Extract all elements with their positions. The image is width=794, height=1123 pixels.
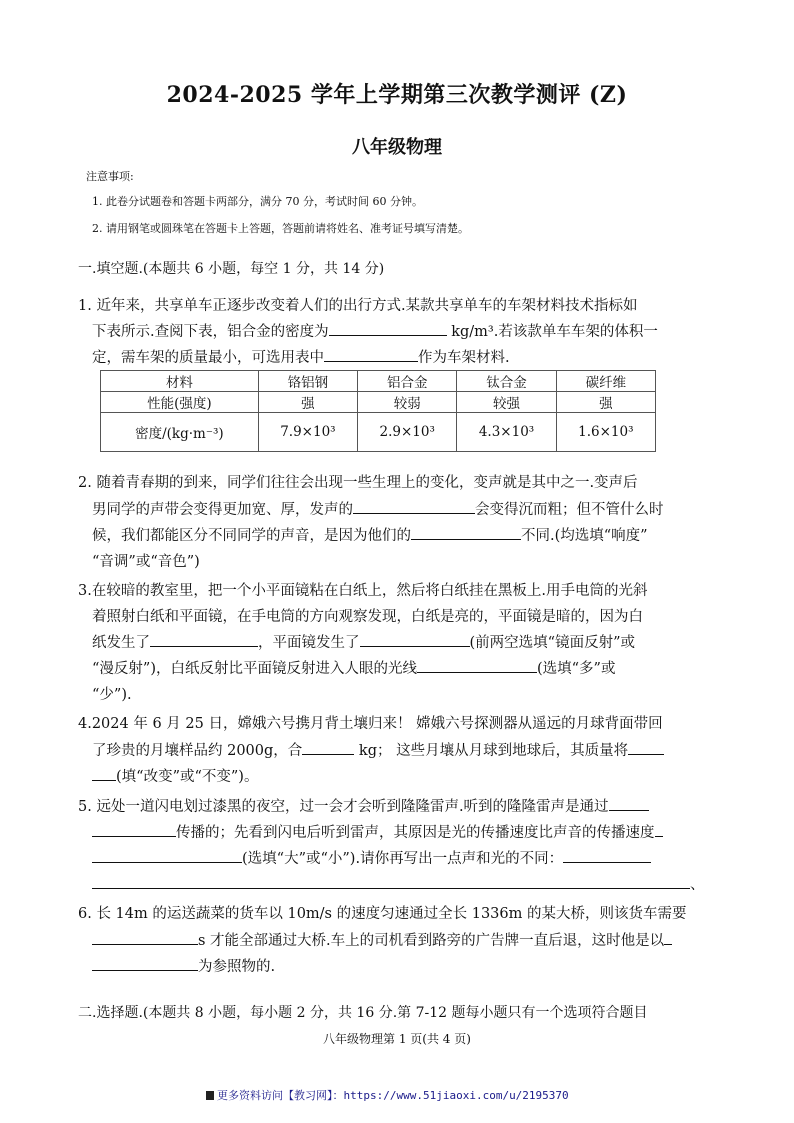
- question-3-line: 纸发生了 ，平面镜发生了 (前两空选填“镜面反射”或: [92, 630, 635, 656]
- table-cell: 性能(强度): [101, 392, 259, 413]
- materials-table: [100, 370, 656, 452]
- table-row: [101, 413, 656, 452]
- question-3-line: 3.在较暗的教室里，把一个小平面镜粘在白纸上，然后将白纸挂在黑板上.用手电筒的光斜: [78, 583, 648, 599]
- table-cell: 1.6×10³: [556, 413, 655, 452]
- question-2-line: 男同学的声带会变得更加宽、厚，发声的 会变得沉而粗；但不管什么时: [92, 497, 664, 523]
- question-3-line: “少”).: [92, 687, 132, 703]
- answer-blank[interactable]: [324, 345, 418, 362]
- question-2-line: 2. 随着青春期的到来，同学们往往会出现一些生理上的变化，变声就是其中之一.变声后: [78, 475, 638, 491]
- page-subtitle: 八年级物理: [352, 137, 442, 158]
- answer-blank[interactable]: [655, 820, 663, 837]
- question-3-line: “漫反射”)，白纸反射比平面镜反射进入人眼的光线 (选填“多”或: [92, 656, 615, 682]
- table-cell: 材料: [101, 371, 259, 392]
- table-cell: 2.9×10³: [358, 413, 457, 452]
- question-1-line: 下表所示.查阅下表，铝合金的密度为 kg/m³.若该款单车车架的体积一: [92, 319, 658, 345]
- section-heading-fill-in: 一.填空题.(本题共 6 小题，每空 1 分，共 14 分): [78, 261, 385, 277]
- table-cell: 强: [258, 392, 357, 413]
- table-row: [101, 371, 656, 392]
- table-cell: 密度/(kg·m⁻³): [101, 413, 259, 452]
- answer-blank[interactable]: [329, 319, 447, 336]
- answer-blank[interactable]: [92, 846, 242, 863]
- resource-link[interactable]: 更多资料访问【教习网】：https://www.51jiaoxi.com/u/2195370: [206, 1087, 569, 1103]
- answer-blank[interactable]: [360, 630, 470, 647]
- table-cell: 铬铝钢: [258, 371, 357, 392]
- question-5-line: 传播的；先看到闪电后听到雷声，其原因是光的传播速度比声音的传播速度: [92, 820, 663, 846]
- question-5-line: (选填“大”或“小”).请你再写出一点声和光的不同：: [92, 846, 651, 872]
- table-cell: 强: [556, 392, 655, 413]
- answer-blank[interactable]: [150, 630, 258, 647]
- table-cell: 碳纤维: [556, 371, 655, 392]
- question-6-line: s 才能全部通过大桥.车上的司机看到路旁的广告牌一直后退，这时他是以: [92, 928, 672, 954]
- question-5-line: 5. 远处一道闪电划过漆黑的夜空，过一会才会听到隆隆雷声.听到的隆隆雷声是通过: [78, 794, 649, 820]
- question-4-line: 了珍贵的月壤样品约 2000g，合 kg； 这些月壤从月球到地球后，其质量将: [92, 738, 664, 764]
- answer-blank[interactable]: [417, 656, 537, 673]
- table-cell: 钛合金: [457, 371, 556, 392]
- note-item: 2. 请用钢笔或圆珠笔在答题卡上答题，答题前请将姓名、准考证号填写清楚。: [92, 222, 469, 235]
- table-cell: 铝合金: [358, 371, 457, 392]
- flag-icon: [206, 1091, 214, 1100]
- question-4-line: (填“改变”或“不变”)。: [92, 764, 258, 790]
- answer-blank[interactable]: [609, 794, 649, 811]
- answer-blank[interactable]: [92, 954, 198, 971]
- question-6-line: 为参照物的.: [92, 954, 275, 980]
- table-cell: 7.9×10³: [258, 413, 357, 452]
- answer-blank[interactable]: [628, 738, 664, 755]
- answer-blank[interactable]: [302, 738, 354, 755]
- answer-blank[interactable]: [92, 820, 176, 837]
- question-2-line: “音调”或“音色”): [92, 554, 200, 570]
- answer-blank[interactable]: [92, 872, 690, 889]
- answer-blank[interactable]: [92, 764, 116, 781]
- answer-blank[interactable]: [664, 928, 672, 945]
- question-6-line: 6. 长 14m 的运送蔬菜的货车以 10m/s 的速度匀速通过全长 1336m 的某大桥，则该货车需要: [78, 906, 687, 922]
- table-cell: 较强: [457, 392, 556, 413]
- answer-blank[interactable]: [92, 928, 198, 945]
- answer-blank[interactable]: [411, 523, 521, 540]
- table-cell: 较弱: [358, 392, 457, 413]
- answer-blank[interactable]: [353, 497, 475, 514]
- note-item: 1. 此卷分试题卷和答题卡两部分，满分 70 分，考试时间 60 分钟。: [92, 195, 423, 208]
- notes-heading: 注意事项:: [86, 170, 134, 183]
- page-title: 2024-2025 学年上学期第三次教学测评 (Z): [166, 82, 628, 108]
- question-1-line: 定，需车架的质量最小，可选用表中 作为车架材料.: [92, 345, 510, 371]
- question-3-line: 着照射白纸和平面镜，在手电筒的方向观察发现，白纸是亮的，平面镜是暗的，因为白: [92, 609, 643, 625]
- question-4-line: 4.2024 年 6 月 25 日，嫦娥六号携月背土壤归来！ 嫦娥六号探测器从遥远的月球背面带回: [78, 716, 663, 732]
- answer-blank[interactable]: [563, 846, 651, 863]
- question-5-line: 、: [92, 872, 705, 898]
- page-footer: 八年级物理第 1 页(共 4 页): [323, 1032, 471, 1046]
- section-heading-multiple-choice: 二.选择题.(本题共 8 小题，每小题 2 分，共 16 分.第 7-12 题每小题只有一个选项符合题目: [78, 1005, 648, 1021]
- table-cell: 4.3×10³: [457, 413, 556, 452]
- question-1-line: 1. 近年来，共享单车正逐步改变着人们的出行方式.某款共享单车的车架材料技术指标如: [78, 298, 638, 314]
- question-2-line: 候，我们都能区分不同同学的声音，是因为他们的 不同.(均选填“响度”: [92, 523, 648, 549]
- table-row: [101, 392, 656, 413]
